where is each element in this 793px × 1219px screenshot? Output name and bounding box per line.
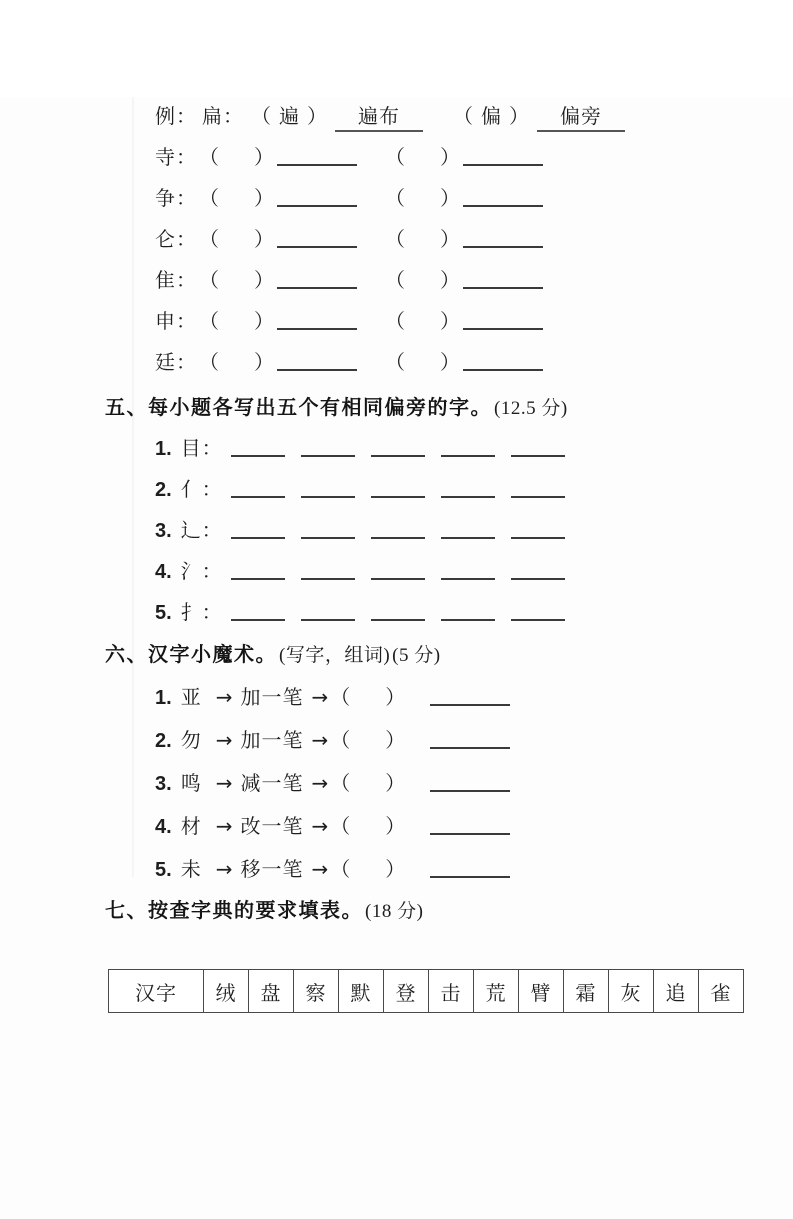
paren-open: （	[453, 106, 474, 128]
paren-open: （	[330, 816, 352, 838]
table-char-cell: 击	[429, 970, 474, 1013]
character-blank	[511, 439, 565, 457]
paren-open: （	[330, 687, 352, 709]
paren-open: （	[209, 352, 220, 374]
radical-label: 氵：	[180, 561, 223, 583]
example-prefix: 例：	[155, 106, 197, 128]
paren-close: ）	[440, 270, 461, 292]
arrow-icon: →	[215, 685, 233, 709]
word-blank	[430, 731, 510, 749]
character-blank	[441, 603, 495, 621]
table-char-cell: 臂	[519, 970, 564, 1013]
table-row	[109, 970, 744, 1013]
word-pair-row	[155, 179, 793, 220]
section5-score: (12.5 分)	[494, 398, 568, 419]
paren-close: ）	[254, 311, 275, 333]
paren-close: ）	[385, 816, 407, 838]
table-char-cell: 察	[294, 970, 339, 1013]
paren-open: （	[385, 311, 406, 333]
character-blank	[301, 603, 355, 621]
word-pair-row	[155, 220, 793, 261]
paren-close: ）	[385, 859, 407, 881]
row-character: 隹：	[155, 270, 197, 292]
section6-title: 六、汉字小魔术。	[105, 644, 277, 666]
table-char-cell: 登	[384, 970, 429, 1013]
row-character: 申：	[155, 311, 197, 333]
paren-close: ）	[509, 106, 530, 128]
paren-open: （	[209, 229, 220, 251]
word-blank	[277, 148, 357, 166]
source-character: 鸣	[180, 773, 202, 795]
example-head-character: 扁：	[202, 106, 244, 128]
char-magic-row	[155, 762, 793, 805]
word-blank	[277, 312, 357, 330]
paren-close: ）	[307, 106, 328, 128]
character-blank	[301, 480, 355, 498]
table-header-cell: 汉字	[109, 970, 204, 1013]
paren-close: ）	[385, 730, 407, 752]
source-character: 材	[180, 816, 202, 838]
radical-label: 目：	[180, 438, 223, 460]
character-blank	[371, 603, 425, 621]
example-line	[155, 97, 793, 138]
table-char-cell: 霜	[564, 970, 609, 1013]
arrow-icon: →	[311, 814, 329, 838]
section7-title: 七、按查字典的要求填表。	[105, 900, 363, 922]
word-blank	[463, 230, 543, 248]
radical-item-row	[155, 593, 793, 634]
item-number: 4.	[155, 561, 172, 583]
word-pair-row	[155, 343, 793, 384]
radical-item-row	[155, 552, 793, 593]
character-blank	[231, 480, 285, 498]
word-blank	[463, 148, 543, 166]
character-blank	[371, 562, 425, 580]
word-blank	[463, 271, 543, 289]
word-blank	[463, 353, 543, 371]
character-blank	[301, 439, 355, 457]
paren-open: （	[330, 859, 352, 881]
arrow-icon: →	[311, 771, 329, 795]
item-number: 1.	[155, 438, 172, 460]
char-magic-row	[155, 848, 793, 891]
dictionary-table	[108, 969, 744, 1013]
character-blank	[511, 562, 565, 580]
operation-label: 移一笔	[240, 859, 304, 881]
paren-open: （	[385, 229, 406, 251]
source-character: 未	[180, 859, 202, 881]
paren-close: ）	[440, 311, 461, 333]
section7-heading	[105, 891, 793, 932]
row-character: 廷：	[155, 352, 197, 374]
table-char-cell: 默	[339, 970, 384, 1013]
item-number: 5.	[155, 859, 172, 881]
character-blank	[371, 480, 425, 498]
word-blank	[277, 271, 357, 289]
character-blank	[441, 480, 495, 498]
paren-close: ）	[254, 229, 275, 251]
section6-note: (写字，组词)	[279, 645, 391, 666]
character-blank	[301, 562, 355, 580]
character-blank	[231, 603, 285, 621]
character-blank	[371, 521, 425, 539]
radical-label: 扌：	[180, 602, 223, 624]
table-char-cell: 雀	[699, 970, 744, 1013]
example-word-1: 遍布	[335, 104, 423, 132]
char-magic-row	[155, 805, 793, 848]
operation-label: 加一笔	[240, 687, 304, 709]
table-char-cell: 灰	[609, 970, 654, 1013]
character-blank	[441, 439, 495, 457]
example-answer-1: 遍	[279, 106, 300, 128]
radical-item-row	[155, 511, 793, 552]
paren-close: ）	[254, 147, 275, 169]
word-blank	[430, 860, 510, 878]
item-number: 1.	[155, 687, 172, 709]
arrow-icon: →	[215, 728, 233, 752]
section7-score: (18 分)	[365, 901, 424, 922]
section6-heading	[105, 635, 793, 676]
character-blank	[511, 521, 565, 539]
example-answer-2: 偏	[481, 106, 502, 128]
item-number: 2.	[155, 730, 172, 752]
paren-open: （	[209, 147, 220, 169]
character-blank	[511, 480, 565, 498]
radical-item-row	[155, 470, 793, 511]
paren-open: （	[330, 730, 352, 752]
paren-open: （	[385, 352, 406, 374]
character-blank	[301, 521, 355, 539]
word-pair-rows	[0, 138, 793, 384]
word-blank	[463, 189, 543, 207]
scan-artifact-line	[132, 97, 134, 877]
table-char-cell: 绒	[204, 970, 249, 1013]
radical-label: 亻：	[180, 479, 223, 501]
character-blank	[231, 439, 285, 457]
character-blank	[511, 603, 565, 621]
section6-score: (5 分)	[392, 645, 441, 666]
word-blank	[277, 230, 357, 248]
word-pair-row	[155, 138, 793, 179]
paren-close: ）	[440, 352, 461, 374]
source-character: 亚	[180, 687, 202, 709]
table-char-cell: 盘	[249, 970, 294, 1013]
character-blank	[371, 439, 425, 457]
arrow-icon: →	[311, 685, 329, 709]
arrow-icon: →	[215, 814, 233, 838]
item-number: 5.	[155, 602, 172, 624]
word-blank	[463, 312, 543, 330]
word-blank	[430, 774, 510, 792]
paren-open: （	[385, 147, 406, 169]
char-magic-row	[155, 719, 793, 762]
item-number: 2.	[155, 479, 172, 501]
paren-open: （	[330, 773, 352, 795]
operation-label: 加一笔	[240, 730, 304, 752]
paren-close: ）	[440, 229, 461, 251]
char-magic-row	[155, 676, 793, 719]
paren-open: （	[209, 311, 220, 333]
character-blank	[441, 521, 495, 539]
example-word-2: 偏旁	[537, 104, 625, 132]
table-char-cell: 追	[654, 970, 699, 1013]
paren-close: ）	[440, 188, 461, 210]
source-character: 勿	[180, 730, 202, 752]
item-number: 4.	[155, 816, 172, 838]
paren-open: （	[251, 106, 272, 128]
paren-close: ）	[440, 147, 461, 169]
dictionary-table-body	[109, 970, 744, 1013]
word-blank	[430, 817, 510, 835]
paren-close: ）	[254, 188, 275, 210]
item-number: 3.	[155, 773, 172, 795]
paren-open: （	[385, 188, 406, 210]
row-character: 寺：	[155, 147, 197, 169]
word-blank	[277, 353, 357, 371]
paren-open: （	[385, 270, 406, 292]
table-char-cell: 荒	[474, 970, 519, 1013]
paren-close: ）	[385, 687, 407, 709]
section5-items	[0, 429, 793, 634]
paren-close: ）	[254, 352, 275, 374]
arrow-icon: →	[215, 771, 233, 795]
section5-title: 五、每小题各写出五个有相同偏旁的字。	[105, 397, 492, 419]
character-blank	[441, 562, 495, 580]
word-pair-row	[155, 261, 793, 302]
character-blank	[231, 562, 285, 580]
section6-items	[0, 676, 793, 891]
worksheet-page	[0, 97, 793, 1219]
paren-open: （	[209, 188, 220, 210]
arrow-icon: →	[215, 857, 233, 881]
word-pair-row	[155, 302, 793, 343]
arrow-icon: →	[311, 728, 329, 752]
word-blank	[277, 189, 357, 207]
paren-close: ）	[254, 270, 275, 292]
item-number: 3.	[155, 520, 172, 542]
radical-label: 辶：	[180, 520, 223, 542]
radical-item-row	[155, 429, 793, 470]
row-character: 仑：	[155, 229, 197, 251]
arrow-icon: →	[311, 857, 329, 881]
character-blank	[231, 521, 285, 539]
operation-label: 改一笔	[240, 816, 304, 838]
word-blank	[430, 688, 510, 706]
section5-heading	[105, 388, 793, 429]
row-character: 争：	[155, 188, 197, 210]
paren-close: ）	[385, 773, 407, 795]
paren-open: （	[209, 270, 220, 292]
operation-label: 减一笔	[240, 773, 304, 795]
